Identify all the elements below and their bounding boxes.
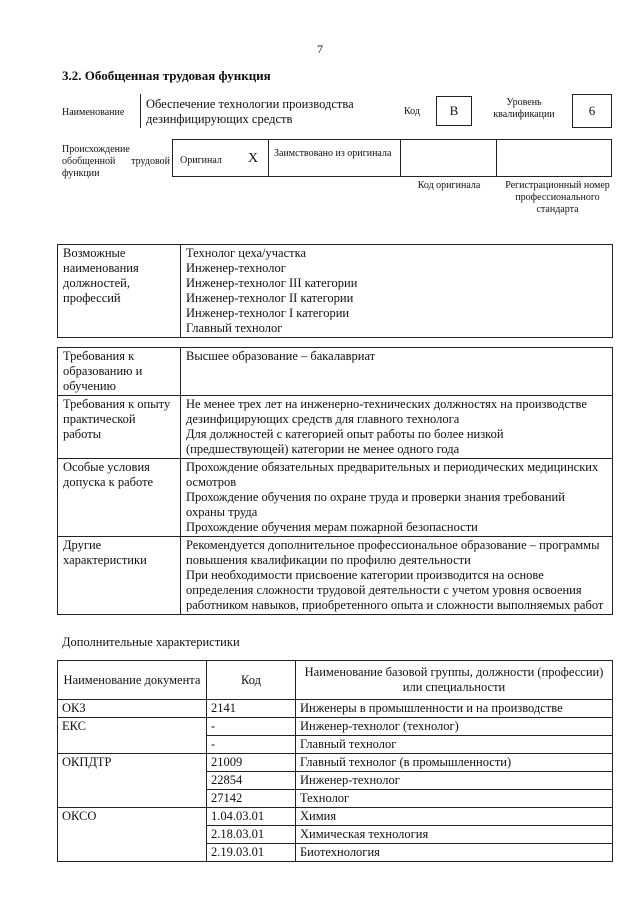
- cell-name: Технолог: [296, 790, 613, 808]
- cell-code: -: [207, 736, 296, 754]
- cell-code: 27142: [207, 790, 296, 808]
- positions-table: [57, 244, 613, 338]
- positions-list: [181, 245, 613, 338]
- additional-title: Дополнительные характеристики: [62, 635, 240, 649]
- requirement-label: Требования к опыту практической работы: [58, 396, 181, 459]
- name-value: Обеспечение технологии производства дезинфицирующих средств: [140, 94, 398, 128]
- additional-table: [57, 660, 613, 862]
- requirement-text: [181, 396, 613, 459]
- reg-number-caption: Регистрационный номер профессионального стандарта: [505, 180, 610, 215]
- cell-doc: ОКЗ: [58, 700, 207, 718]
- cell-code: -: [207, 718, 296, 736]
- original-mark: X: [248, 151, 259, 166]
- cell-code: 1.04.03.01: [207, 808, 296, 826]
- positions-label: Возможные наименования должностей, профессий: [58, 245, 181, 338]
- cell-doc: ОКПДТР: [58, 754, 207, 808]
- requirement-line: Рекомендуется дополнительное профессиональное образование – программы повышения квалификации по профилю деятельности: [186, 538, 600, 567]
- borrowed-label: Заимствовано из оригинала: [274, 148, 392, 159]
- requirement-label: Особые условия допуска к работе: [58, 459, 181, 537]
- cell-doc: ЕКС: [58, 718, 207, 754]
- section-title: 3.2. Обобщенная трудовая функция: [62, 68, 271, 83]
- code-value: B: [436, 96, 472, 126]
- requirement-line: Прохождение обязательных предварительных и периодических медицинских осмотров: [186, 460, 599, 489]
- cell-name: Инженер-технолог (технолог): [296, 718, 613, 736]
- requirement-label: Другие характеристики: [58, 537, 181, 615]
- cell-code: 2141: [207, 700, 296, 718]
- level-value: 6: [572, 94, 612, 128]
- cell-doc: ОКСО: [58, 808, 207, 862]
- name-label: Наименование: [62, 107, 125, 118]
- requirement-line: Прохождение обучения мерам пожарной безопасности: [186, 520, 478, 534]
- requirement-line: Прохождение обучения по охране труда и проверки знания требований охраны труда: [186, 490, 565, 519]
- requirement-text: [181, 348, 613, 396]
- cell-name: Инженеры в промышленности и на производстве: [296, 700, 613, 718]
- requirements-table: [57, 347, 613, 615]
- cell-code: 21009: [207, 754, 296, 772]
- table-row: [58, 718, 613, 736]
- cell-name: Главный технолог: [296, 736, 613, 754]
- name-field-frame: [140, 94, 399, 128]
- additional-header-row: [58, 661, 613, 700]
- cell-code: 2.19.03.01: [207, 844, 296, 862]
- header-code: Код: [207, 661, 296, 700]
- requirement-text: [181, 459, 613, 537]
- cell-name: Инженер-технолог: [296, 772, 613, 790]
- position-item: Технолог цеха/участка: [186, 246, 307, 260]
- cell-name: Химическая технология: [296, 826, 613, 844]
- requirements-row-experience: [58, 396, 613, 459]
- cell-code: 2.18.03.01: [207, 826, 296, 844]
- table-row: [58, 808, 613, 826]
- requirements-row-education: [58, 348, 613, 396]
- level-label: Уровень квалификации: [493, 97, 555, 120]
- requirement-text: [181, 537, 613, 615]
- header-doc: Наименование документа: [58, 661, 207, 700]
- position-item: Инженер-технолог III категории: [186, 276, 358, 290]
- cell-code: 22854: [207, 772, 296, 790]
- position-item: Инженер-технолог I категории: [186, 306, 350, 320]
- origin-divider-2: [400, 139, 401, 177]
- requirement-line: Высшее образование – бакалавриат: [186, 349, 376, 363]
- code-label: Код: [404, 106, 420, 117]
- page-number: 7: [317, 42, 323, 56]
- origin-divider-1: [268, 139, 269, 177]
- cell-name: Главный технолог (в промышленности): [296, 754, 613, 772]
- origin-divider-3: [496, 139, 497, 177]
- requirements-row-other: [58, 537, 613, 615]
- cell-name: Биотехнология: [296, 844, 613, 862]
- requirement-label: Требования к образованию и обучению: [58, 348, 181, 396]
- position-item: Инженер-технолог: [186, 261, 286, 275]
- requirement-line: Не менее трех лет на инженерно-технических должностях на производстве дезинфицирующих средств для главного технолога: [186, 397, 587, 426]
- origin-code-caption: Код оригинала: [417, 180, 481, 191]
- requirement-line: Для должностей с категорией опыт работы по более низкой (предшествующей) категории не менее одного года: [186, 427, 504, 456]
- original-label: Оригинал: [180, 155, 222, 166]
- origin-label: Происхождение обобщенной трудовой функции: [62, 144, 170, 179]
- position-item: Инженер-технолог II категории: [186, 291, 354, 305]
- table-row: [58, 754, 613, 772]
- position-item: Главный технолог: [186, 321, 283, 335]
- requirement-line: При необходимости присвоение категории производится на основе определения сложности трудовой деятельности с учетом уровня освоения работником навыков, приобретенного опыта и сложности выполняемых работ: [186, 568, 604, 612]
- table-row: [58, 700, 613, 718]
- header-name: Наименование базовой группы, должности (профессии) или специальности: [296, 661, 613, 700]
- requirements-row-special-conditions: [58, 459, 613, 537]
- cell-name: Химия: [296, 808, 613, 826]
